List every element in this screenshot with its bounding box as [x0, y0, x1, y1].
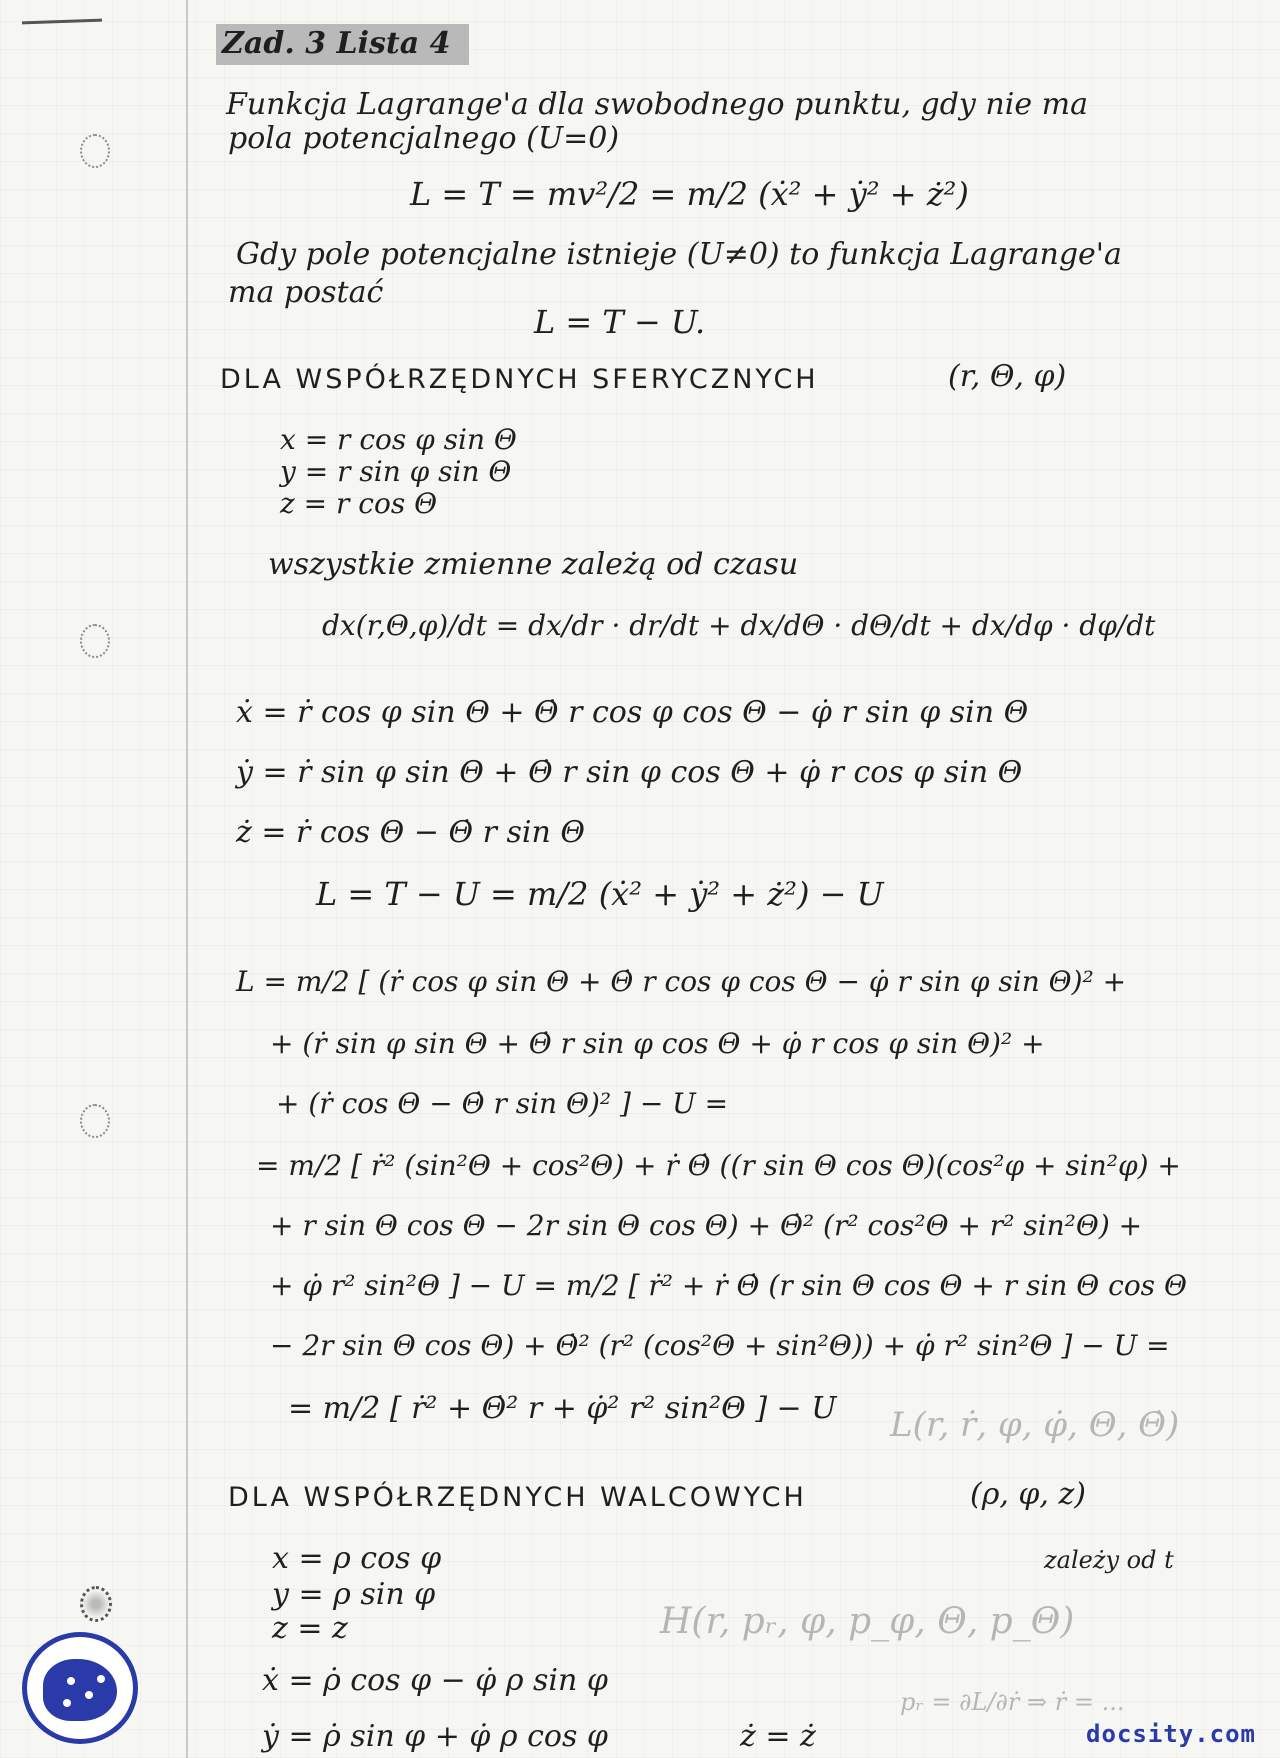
intro-line-4: ma postać [228, 275, 384, 310]
cylindrical-ydot: ẏ = ρ̇ sin φ + φ̇ ρ cos φ [262, 1719, 608, 1754]
punch-hole [80, 1104, 110, 1138]
spherical-note: wszystkie zmienne zależą od czasu [268, 547, 799, 582]
spherical-eq-x: x = r cos φ sin Θ [280, 423, 517, 456]
expansion-line-1: L = m/2 [ (ṙ cos φ sin Θ + Θ̇ r cos φ cos Θ − φ̇ r sin φ sin Θ)² + [236, 965, 1127, 998]
intro-line-3: Gdy pole potencjalne istnieje (U≠0) to funkcja Lagrange'a [236, 237, 1122, 272]
cylindrical-xdot: ẋ = ρ̇ cos φ − φ̇ ρ sin φ [262, 1663, 608, 1698]
expansion-line-5: + r sin Θ cos Θ − 2r sin Θ cos Θ) + Θ̇² (r² cos²Θ + r² sin²Θ) + [270, 1209, 1143, 1242]
intro-formula: L = T = mv²/2 = m/2 (ẋ² + ẏ² + ż²) [410, 175, 969, 213]
faint-lagrangian-args: L(r, ṙ, φ, φ̇, Θ, Θ̇) [890, 1405, 1180, 1445]
brand-watermark: docsity.com [1086, 1720, 1256, 1748]
spherical-heading: DLA WSPÓŁRZĘDNYCH SFERYCZNYCH [220, 364, 819, 395]
spherical-eq-z: z = r cos Θ [280, 487, 438, 520]
expansion-line-2: + (ṙ sin φ sin Θ + Θ̇ r sin φ cos Θ + φ̇ r cos φ sin Θ)² + [270, 1027, 1045, 1060]
spherical-zdot: ż = ṙ cos Θ − Θ̇ r sin Θ [236, 815, 585, 850]
punch-hole [80, 1586, 112, 1622]
intro-line-2: pola potencjalnego (U=0) [228, 121, 620, 156]
cylindrical-eq-z: z = z [272, 1611, 348, 1646]
expansion-line-3: + (ṙ cos Θ − Θ̇ r sin Θ)² ] − U = [276, 1087, 729, 1120]
expansion-line-7: − 2r sin Θ cos Θ) + Θ̇² (r² (cos²Θ + sin²Θ)) + φ̇ r² sin²Θ ] − U = [270, 1329, 1170, 1362]
logo-dot [85, 1691, 93, 1699]
page-title: Zad. 3 Lista 4 [216, 24, 469, 65]
faint-hamiltonian-args: H(r, pᵣ, φ, p_φ, Θ, p_Θ) [660, 1601, 1075, 1642]
cylindrical-note: zależy od t [1044, 1546, 1174, 1574]
expansion-line-6: + φ̇ r² sin²Θ ] − U = m/2 [ ṙ² + ṙ Θ̇ (r sin Θ cos Θ + r sin Θ cos Θ [270, 1269, 1187, 1302]
spherical-ydot: ẏ = ṙ sin φ sin Θ + Θ̇ r sin φ cos Θ + φ̇ r cos φ sin Θ [236, 755, 1023, 790]
spherical-lagrangian: L = T − U = m/2 (ẋ² + ẏ² + ż²) − U [316, 875, 884, 913]
chain-rule: dx(r,Θ,φ)/dt = dx/dr · dr/dt + dx/dΘ · dΘ/dt + dx/dφ · dφ/dt [322, 609, 1156, 642]
spherical-eq-y: y = r sin φ sin Θ [280, 455, 512, 488]
intro-formula-2: L = T − U. [534, 303, 706, 341]
margin-line [186, 0, 188, 1758]
cylindrical-heading: DLA WSPÓŁRZĘDNYCH WALCOWYCH [228, 1482, 807, 1513]
docsity-logo-icon [22, 1632, 138, 1744]
cylindrical-vars: (ρ, φ, z) [970, 1477, 1087, 1512]
cylindrical-eq-x: x = ρ cos φ [272, 1541, 442, 1576]
expansion-result: = m/2 [ ṙ² + Θ̇² r + φ̇² r² sin²Θ ] − U [288, 1391, 837, 1426]
spherical-xdot: ẋ = ṙ cos φ sin Θ + Θ̇ r cos φ cos Θ − φ̇ r sin φ sin Θ [236, 695, 1029, 730]
expansion-line-4: = m/2 [ ṙ² (sin²Θ + cos²Θ) + ṙ Θ̇ ((r sin Θ cos Θ)(cos²φ + sin²φ) + [256, 1149, 1181, 1182]
logo-dot [67, 1677, 75, 1685]
logo-dot [63, 1699, 71, 1707]
intro-line-1: Funkcja Lagrange'a dla swobodnego punktu, gdy nie ma [226, 87, 1088, 122]
punch-hole [80, 624, 110, 658]
cylindrical-zdot: ż = ż [740, 1719, 816, 1754]
punch-hole [80, 134, 110, 168]
spherical-vars: (r, Θ, φ) [948, 359, 1067, 394]
logo-shape [43, 1659, 117, 1721]
cylindrical-eq-y: y = ρ sin φ [272, 1577, 436, 1612]
logo-dot [97, 1675, 105, 1683]
faint-momentum-note: pᵣ = ∂L/∂ṙ ⇒ ṙ = ... [900, 1688, 1125, 1716]
